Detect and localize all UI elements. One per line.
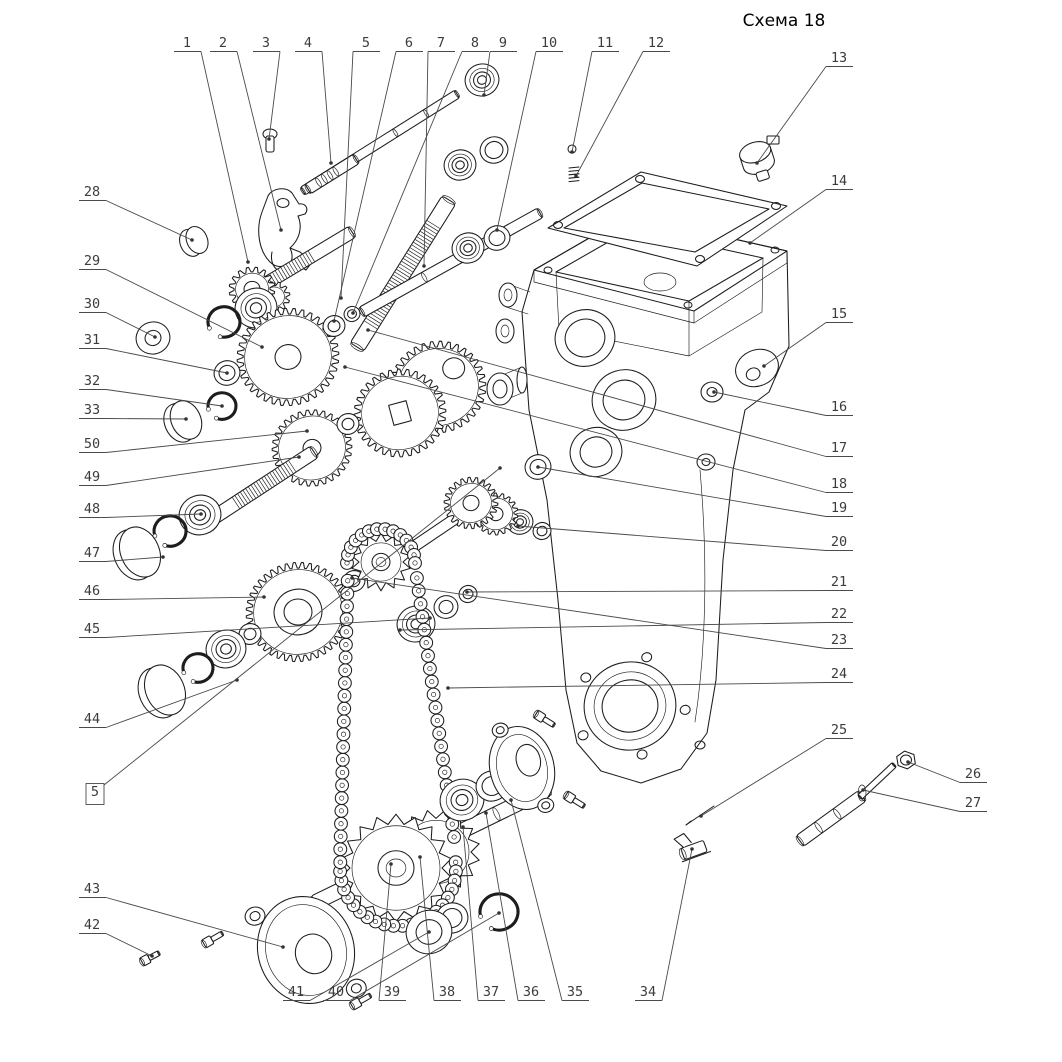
end-cap — [105, 520, 168, 586]
adjuster-body — [794, 789, 867, 847]
callout-number: 30 — [83, 296, 101, 312]
callout-number: 37 — [482, 984, 500, 1000]
callout-number: 4 — [303, 35, 313, 51]
callout-number: 34 — [639, 984, 657, 1000]
callout-26 — [906, 760, 987, 782]
callout-number: 25 — [830, 722, 848, 738]
callout-number: 24 — [830, 666, 848, 682]
end-cap — [158, 396, 208, 447]
callout-25 — [699, 722, 853, 818]
callout-number: 2 — [218, 35, 228, 51]
seal-ring — [477, 133, 512, 167]
callout-number: 48 — [83, 501, 101, 517]
callout-number: 10 — [540, 35, 558, 51]
callout-12 — [574, 35, 670, 178]
blind-plug — [175, 223, 212, 260]
callout-number: 20 — [830, 534, 848, 550]
callout-number: 49 — [83, 469, 101, 485]
exploded-drawing — [105, 60, 915, 1023]
diagram-title: Схема 18 — [742, 11, 826, 31]
callout-number: 5 — [361, 35, 371, 51]
side-cover — [479, 713, 565, 824]
callout-number: 5 — [90, 784, 100, 800]
callout-number: 29 — [83, 253, 101, 269]
callout-number: 27 — [964, 795, 982, 811]
callout-number: 50 — [83, 436, 101, 452]
washer-ring — [431, 593, 461, 622]
cap-screw — [562, 790, 587, 810]
right-small-parts — [673, 751, 915, 862]
callout-number: 47 — [83, 545, 101, 561]
callout-number: 16 — [830, 399, 848, 415]
callout-number: 23 — [830, 632, 848, 648]
callout-27 — [861, 788, 987, 811]
callout-number: 40 — [327, 984, 345, 1000]
callout-number: 22 — [830, 606, 848, 622]
callout-10 — [495, 35, 563, 232]
splined-input-shaft — [204, 445, 319, 527]
callout-number: 35 — [566, 984, 584, 1000]
callout-number: 3 — [261, 35, 271, 51]
callout-number: 15 — [830, 306, 848, 322]
callout-3 — [253, 35, 280, 141]
callout-number: 26 — [964, 766, 982, 782]
hex-nut — [897, 751, 916, 769]
snap-ring — [182, 654, 213, 684]
callout-number: 43 — [83, 881, 101, 897]
callout-number: 6 — [404, 35, 414, 51]
callout-number: 33 — [83, 402, 101, 418]
callout-number: 17 — [830, 440, 848, 456]
callout-number: 11 — [596, 35, 614, 51]
callout-number: 42 — [83, 917, 101, 933]
callout-28 — [79, 184, 194, 242]
cap-screw — [200, 929, 225, 949]
callout-35 — [509, 798, 589, 1000]
callout-number: 44 — [83, 711, 101, 727]
callout-11 — [570, 35, 619, 154]
callout-number: 9 — [498, 35, 508, 51]
callout-32 — [79, 373, 224, 408]
seal-cup — [132, 318, 174, 359]
callout-4 — [295, 35, 333, 165]
bearing — [461, 60, 503, 101]
callout-number: 7 — [436, 35, 446, 51]
callout-number: 18 — [830, 476, 848, 492]
callout-number: 46 — [83, 583, 101, 599]
detent-spring — [569, 167, 579, 182]
callout-number: 32 — [83, 373, 101, 389]
cap-screw — [532, 709, 557, 729]
adjuster-stem — [857, 762, 896, 800]
snap-ring — [153, 516, 186, 548]
callout-number: 8 — [470, 35, 480, 51]
callout-number: 31 — [83, 332, 101, 348]
housing — [496, 215, 789, 783]
callout-number: 12 — [647, 35, 665, 51]
callout-42 — [79, 917, 154, 958]
callout-number: 41 — [287, 984, 305, 1000]
callout-number: 36 — [522, 984, 540, 1000]
callout-number: 1 — [182, 35, 192, 51]
bearing — [440, 146, 480, 184]
callout-number: 19 — [830, 500, 848, 516]
callout-number: 28 — [83, 184, 101, 200]
filler-cap — [736, 132, 790, 184]
callout-number: 14 — [830, 173, 848, 189]
shift-rod — [304, 153, 361, 194]
drain-plug — [673, 827, 710, 862]
callout-34 — [635, 847, 694, 1000]
callout-number: 21 — [830, 574, 848, 590]
callout-number: 38 — [438, 984, 456, 1000]
callout-number: 39 — [383, 984, 401, 1000]
callout-number: 45 — [83, 621, 101, 637]
callout-46 — [79, 583, 266, 600]
callout-number: 13 — [830, 50, 848, 66]
callout-36 — [484, 811, 545, 1000]
small-gear-cluster — [395, 471, 553, 561]
